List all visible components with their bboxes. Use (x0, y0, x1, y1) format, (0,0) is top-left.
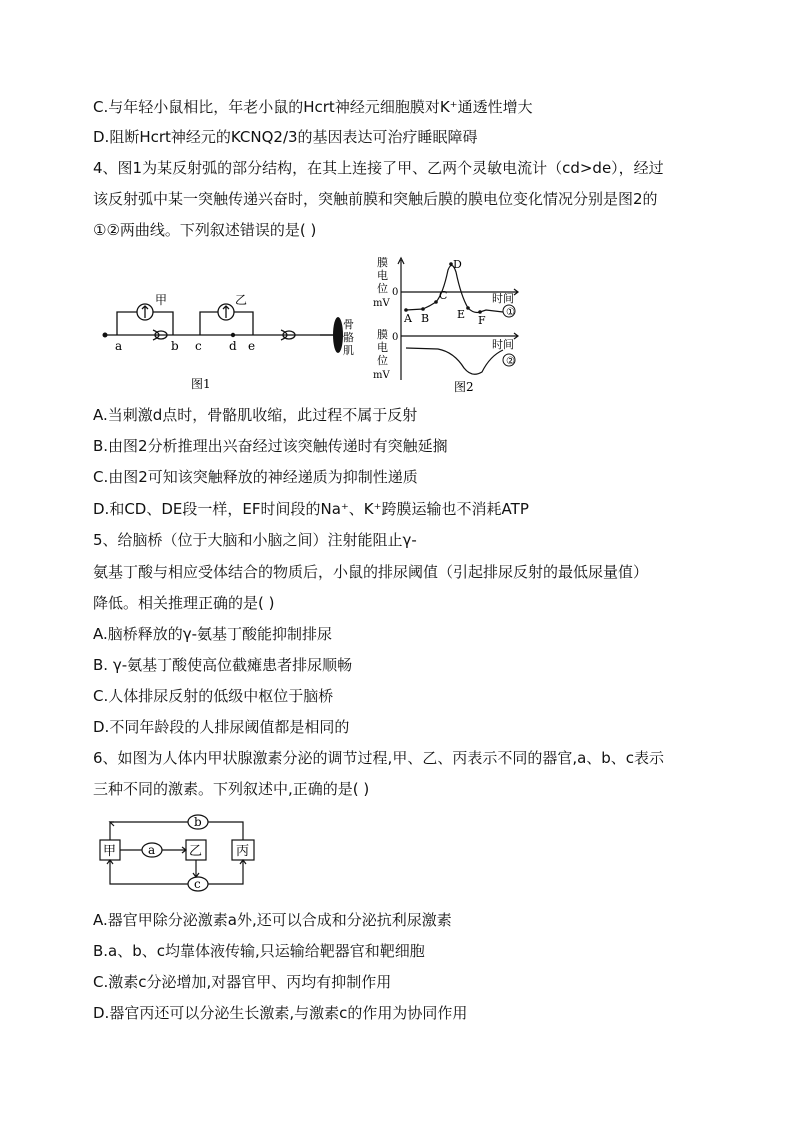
ylabel-1: 膜 (377, 256, 388, 269)
meter-yi-label: 乙 (235, 293, 248, 307)
q4-stem-3: ①②两曲线。下列叙述错误的是( ) (93, 221, 317, 239)
organ-yi: 乙 (189, 844, 203, 859)
ylabel-7: 位 (377, 354, 388, 367)
ylabel-8: mV (373, 370, 390, 381)
figure-3-hormone-regulation (98, 812, 258, 894)
zero-label-2: 0 (392, 332, 399, 343)
q4-stem-1: 4、图1为某反射弧的部分结构，在其上连接了甲、乙两个灵敏电流计（cd>de），经过 (93, 159, 664, 177)
q6-option-d: D.器官丙还可以分泌生长激素,与激素c的作用为协同作用 (93, 1004, 468, 1022)
organ-jia: 甲 (103, 844, 117, 859)
q6-option-b: B.a、b、c均靠体液传输,只运输给靶器官和靶细胞 (93, 942, 425, 960)
point-d: d (229, 339, 237, 353)
q6-stem-1: 6、如图为人体内甲状腺激素分泌的调节过程,甲、乙、丙表示不同的器官,a、b、c表示 (93, 749, 665, 767)
q5-option-c: C.人体排尿反射的低级中枢位于脑桥 (93, 687, 334, 705)
q5-option-b: B. γ-氨基丁酸使高位截瘫患者排尿顺畅 (93, 656, 353, 674)
ylabel-5: 膜 (377, 328, 388, 341)
option-c-prev: C.与年轻小鼠相比，年老小鼠的Hcrt神经元细胞膜对K⁺通透性增大 (93, 98, 533, 116)
q4-option-c: C.由图2可知该突触释放的神经递质为抑制性递质 (93, 468, 418, 486)
time-label-1: 时间 (492, 292, 514, 305)
ylabel-4: mV (373, 298, 390, 309)
ylabel-3: 位 (377, 282, 388, 295)
point-c: c (195, 339, 202, 353)
time-label-2: 时间 (492, 338, 514, 351)
hormone-a: a (148, 843, 156, 857)
figure-2-caption: 图2 (454, 380, 474, 394)
organ-bing: 丙 (236, 844, 250, 859)
q4-option-b: B.由图2分析推理出兴奋经过该突触传递时有突触延搁 (93, 437, 448, 455)
hormone-c: c (194, 877, 201, 891)
q5-stem-1: 5、给脑桥（位于大脑和小脑之间）注射能阻止γ- (93, 531, 417, 549)
point-F: F (478, 314, 486, 327)
point-a: a (115, 339, 123, 353)
point-B: B (421, 312, 430, 325)
point-C: C (439, 289, 448, 302)
q5-stem-2: 氨基丁酸与相应受体结合的物质后，小鼠的排尿阈值（引起排尿反射的最低尿量值） (93, 563, 649, 581)
figure-1-caption: 图1 (191, 377, 211, 391)
point-e: e (248, 339, 256, 353)
figure-1-reflex-arc (95, 290, 365, 400)
q4-option-d: D.和CD、DE段一样，EF时间段的Na⁺、K⁺跨膜运输也不消耗ATP (93, 500, 529, 518)
ylabel-6: 电 (377, 341, 388, 354)
q6-option-a: A.器官甲除分泌激素a外,还可以合成和分泌抗利尿激素 (93, 911, 452, 929)
point-b: b (171, 339, 179, 353)
point-D: D (453, 258, 462, 271)
muscle-label-2: 骼 (343, 331, 354, 344)
curve-2-label: ② (506, 356, 515, 367)
q5-stem-3: 降低。相关推理正确的是( ) (93, 594, 275, 612)
point-E: E (457, 308, 466, 321)
option-d-prev: D.阻断Hcrt神经元的KCNQ2/3的基因表达可治疗睡眠障碍 (93, 128, 478, 146)
muscle-label-3: 肌 (343, 344, 354, 357)
q5-option-a: A.脑桥释放的γ-氨基丁酸能抑制排尿 (93, 625, 333, 643)
meter-jia-label: 甲 (155, 293, 168, 307)
figure-2-potential-curves (368, 252, 528, 394)
q4-option-a: A.当刺激d点时，骨骼肌收缩，此过程不属于反射 (93, 406, 418, 424)
q5-option-d: D.不同年龄段的人排尿阈值都是相同的 (93, 718, 350, 736)
point-A: A (404, 312, 412, 325)
hormone-b: b (194, 815, 202, 829)
q6-stem-2: 三种不同的激素。下列叙述中,正确的是( ) (93, 780, 370, 798)
q6-option-c: C.激素c分泌增加,对器官甲、丙均有抑制作用 (93, 973, 392, 991)
q4-stem-2: 该反射弧中某一突触传递兴奋时，突触前膜和突触后膜的膜电位变化情况分别是图2的 (93, 190, 658, 208)
muscle-label-1: 骨 (343, 318, 354, 331)
curve-1-label: ① (506, 307, 515, 318)
ylabel-2: 电 (377, 269, 388, 282)
zero-label-1: 0 (392, 287, 399, 298)
